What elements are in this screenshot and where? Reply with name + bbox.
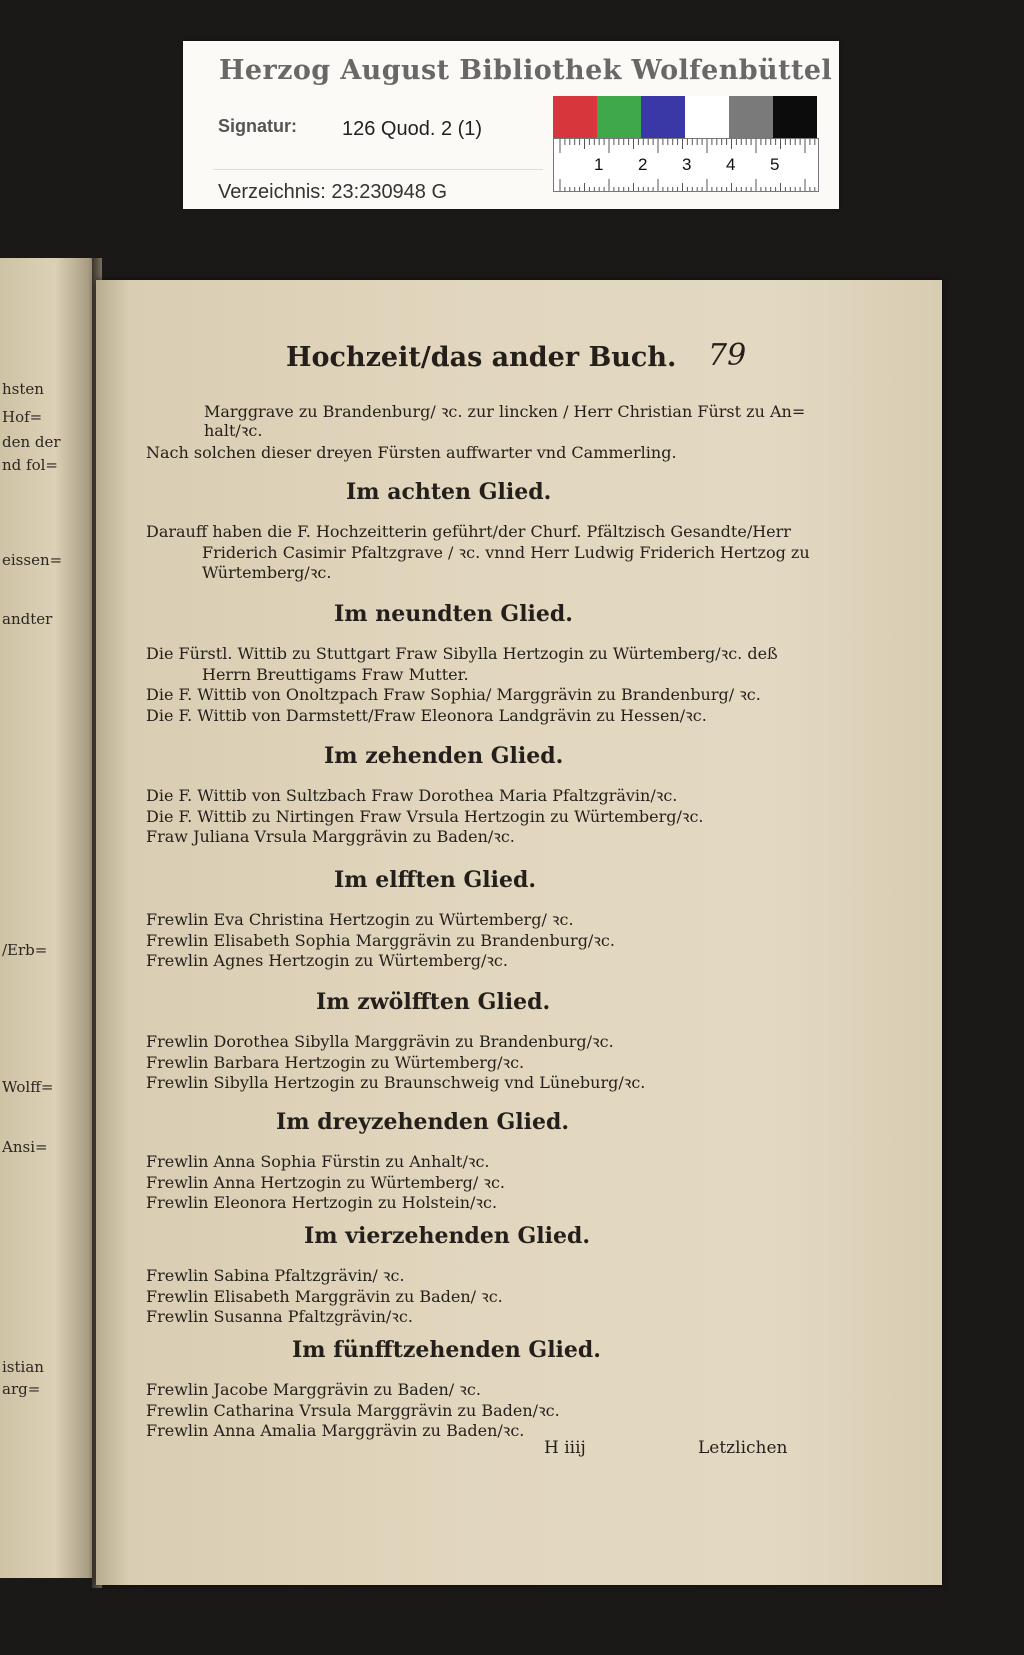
color-swatch [685, 96, 729, 138]
left-page-fragment: istian [2, 1358, 44, 1376]
text-line: Die F. Wittib von Onoltzpach Fraw Sophia/ Marggrävin zu Brandenburg/ ꝛc. [146, 685, 761, 704]
ruler-number: 2 [638, 155, 648, 174]
ruler-number: 3 [682, 155, 692, 174]
running-head: Hochzeit/das ander Buch. [286, 342, 677, 373]
text-line: Frewlin Elisabeth Marggrävin zu Baden/ ꝛc. [146, 1286, 503, 1306]
color-swatch [597, 96, 641, 138]
color-swatch [553, 96, 597, 138]
text-line: Frewlin Sibylla Hertzogin zu Braunschweig vnd Lüneburg/ꝛc. [146, 1073, 646, 1092]
left-page-fragment: den der [2, 433, 61, 451]
text-line: Frewlin Sabina Pfaltzgrävin/ ꝛc. [146, 1266, 405, 1285]
text-line: Darauff haben die F. Hochzeitterin geführt/der Churf. Pfältzisch Gesandte/Herr [146, 522, 791, 541]
text-line: Die Fürstl. Wittib zu Stuttgart Fraw Sibylla Hertzogin zu Würtemberg/ꝛc. deß [146, 644, 778, 663]
text-line: Frewlin Anna Hertzogin zu Würtemberg/ ꝛc. [146, 1172, 505, 1192]
color-swatch [641, 96, 685, 138]
text-line: Frewlin Anna Amalia Marggrävin zu Baden/ꝛc. [146, 1421, 525, 1440]
section-heading: Im elfften Glied. [334, 867, 536, 893]
text-line: Würtemberg/ꝛc. [202, 563, 332, 582]
text-line: Die F. Wittib zu Nirtingen Fraw Vrsula Hertzogin zu Würtemberg/ꝛc. [146, 806, 704, 826]
section-heading: Im neundten Glied. [334, 601, 573, 627]
text-line: Frewlin Agnes Hertzogin zu Würtemberg/ꝛc. [146, 951, 508, 970]
text-line: Frewlin Anna Sophia Fürstin zu Anhalt/ꝛc. [146, 1152, 490, 1171]
text-line: Frewlin Eva Christina Hertzogin zu Würtemberg/ ꝛc. [146, 910, 574, 929]
book-page [96, 280, 942, 1585]
section-heading: Im zwölfften Glied. [316, 989, 551, 1015]
page-number: 79 [708, 338, 747, 373]
text-line: Frewlin Eleonora Hertzogin zu Holstein/ꝛc. [146, 1193, 498, 1212]
signatur-value: 126 Quod. 2 (1) [342, 118, 483, 140]
section-heading: Im zehenden Glied. [324, 743, 564, 769]
verzeichnis: Verzeichnis: 23:230948 G [218, 181, 448, 203]
left-page-fragment: Ansi= [2, 1138, 48, 1156]
ruler-number: 4 [726, 155, 736, 174]
signature-mark: H iiij [544, 1438, 586, 1458]
text-line: Die F. Wittib von Darmstett/Fraw Eleonora Landgrävin zu Hessen/ꝛc. [146, 705, 707, 725]
left-page-fragment: Hof= [2, 408, 43, 426]
section-heading: Im fünfftzehenden Glied. [292, 1337, 601, 1363]
text-line: Fraw Juliana Vrsula Marggrävin zu Baden/ꝛc. [146, 827, 515, 846]
left-facing-page [0, 258, 100, 1578]
section-heading: Im vierzehenden Glied. [304, 1223, 591, 1249]
library-name: Herzog August Bibliothek Wolfenbüttel [219, 55, 833, 86]
left-page-fragment: hsten [2, 380, 44, 398]
left-page-fragment: arg= [2, 1380, 41, 1398]
text-line: Frewlin Catharina Vrsula Marggrävin zu Baden/ꝛc. [146, 1400, 560, 1420]
ruler-number: 5 [770, 155, 780, 174]
signatur-label: Signatur: [218, 116, 297, 136]
text-line: Friderich Casimir Pfaltzgrave / ꝛc. vnnd Herr Ludwig Friderich Hertzog zu [202, 542, 810, 562]
text-line: Frewlin Elisabeth Sophia Marggrävin zu Brandenburg/ꝛc. [146, 930, 615, 950]
label-divider [213, 169, 543, 170]
color-swatch [773, 96, 817, 138]
text-line: Frewlin Jacobe Marggrävin zu Baden/ ꝛc. [146, 1380, 481, 1399]
section-heading: Im achten Glied. [346, 479, 552, 505]
intro-line: Nach solchen dieser dreyen Fürsten auffwarter vnd Cammerling. [146, 443, 677, 462]
left-page-fragment: Wolff= [2, 1078, 54, 1096]
text-line: Herrn Breuttigams Fraw Mutter. [202, 664, 469, 684]
left-page-fragment: andter [2, 610, 53, 628]
section-heading: Im dreyzehenden Glied. [276, 1109, 570, 1135]
intro-line: halt/ꝛc. [204, 421, 263, 440]
ruler-number: 1 [594, 155, 604, 174]
intro-line: Marggrave zu Brandenburg/ ꝛc. zur lincken / Herr Christian Fürst zu An= [204, 402, 806, 421]
left-page-fragment: nd fol= [2, 456, 58, 474]
text-line: Frewlin Susanna Pfaltzgrävin/ꝛc. [146, 1307, 413, 1326]
color-swatch [729, 96, 773, 138]
measurement-ruler [553, 138, 819, 192]
library-label [183, 41, 839, 209]
text-line: Frewlin Dorothea Sibylla Marggrävin zu Brandenburg/ꝛc. [146, 1032, 614, 1051]
text-line: Die F. Wittib von Sultzbach Fraw Dorothea Maria Pfaltzgrävin/ꝛc. [146, 786, 678, 805]
catchword: Letzlichen [698, 1438, 788, 1458]
left-page-fragment: /Erb= [2, 941, 48, 959]
text-line: Frewlin Barbara Hertzogin zu Würtemberg/ꝛc. [146, 1052, 525, 1072]
left-page-fragment: eissen= [2, 551, 63, 569]
